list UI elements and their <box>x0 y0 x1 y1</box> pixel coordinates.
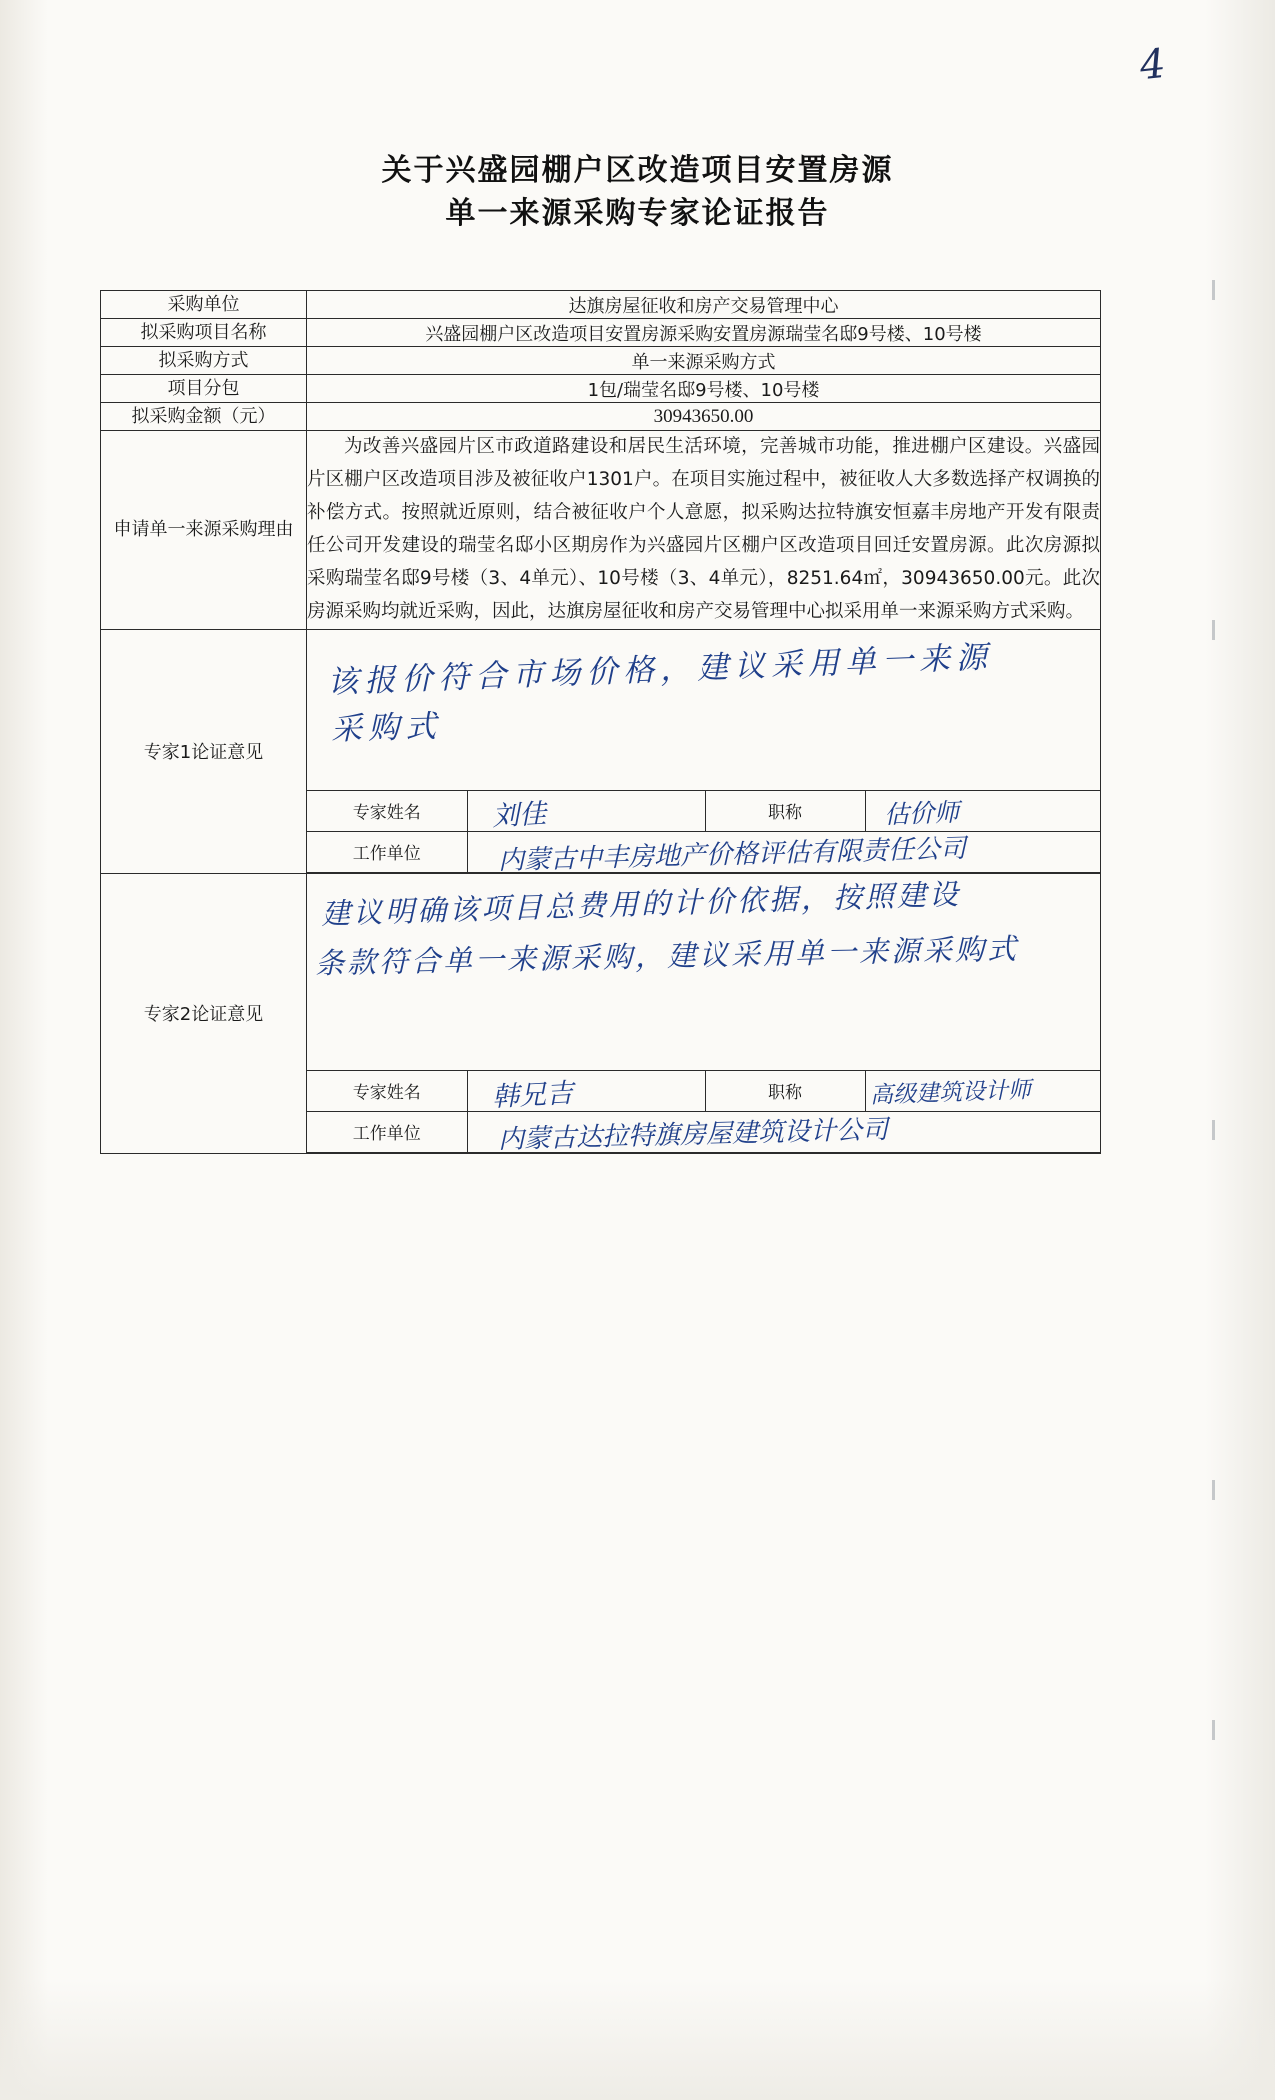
row-value: 达旗房屋征收和房产交易管理中心 <box>307 291 1101 319</box>
reason-paragraph: 为改善兴盛园片区市政道路建设和居民生活环境，完善城市功能，推进棚户区建设。兴盛园片区棚户区改造项目涉及被征收户1301户。在项目实施过程中，被征收人大多数选择产权调换的补偿方式。按照就近原则，结合被征收户个人意愿，拟采购达拉特旗安恒嘉丰房地产开发有限责任公司开发建设的瑞莹名邸小区期房作为兴盛园片区棚户区改造项目回迁安置房源。此次房源拟采购瑞莹名邸9号楼（3、4单元）、10号楼（3、4单元），8251.64㎡，30943650.00元。此次房源采购均就近采购，因此，达旗房屋征收和房产交易管理中心拟采用单一来源采购方式采购。 <box>307 436 1100 622</box>
expert-1-content <box>307 629 1101 876</box>
expert-2-unit-value-cell <box>467 1111 1101 1155</box>
expert-1-opinion-line-2: 采购式 <box>330 708 443 747</box>
table-row-amount <box>101 403 1101 431</box>
scan-edge-shadow-right <box>1205 0 1275 2100</box>
expert-1-title-value: 估价师 <box>883 797 960 829</box>
binder-mark <box>1212 1120 1215 1140</box>
expert-2-title-value: 高级建筑设计师 <box>869 1076 1031 1109</box>
expert-1-unit-label: 工作单位 <box>307 831 467 872</box>
table-row-reason <box>101 431 1101 630</box>
row-label: 采购单位 <box>101 291 307 319</box>
reason-label: 申请单一来源采购理由 <box>101 431 307 630</box>
scan-edge-shadow-bottom <box>0 1980 1275 2100</box>
expert-1-name-label: 专家姓名 <box>307 790 467 831</box>
expert-1-label: 专家1论证意见 <box>101 629 307 873</box>
binder-mark <box>1212 1480 1215 1500</box>
row-label: 拟采购项目名称 <box>101 319 307 347</box>
expert-2-unit-label: 工作单位 <box>307 1111 467 1152</box>
expert-2-content <box>307 873 1101 1153</box>
expert-2-unit-row <box>307 1111 1101 1152</box>
expert-2-title-label: 职称 <box>705 1070 865 1111</box>
row-value: 30943650.00 <box>307 403 1101 431</box>
row-label: 拟采购方式 <box>101 347 307 375</box>
expert-2-title-value-cell <box>865 1070 1101 1111</box>
row-value: 兴盛园棚户区改造项目安置房源采购安置房源瑞莹名邸9号楼、10号楼 <box>307 319 1101 347</box>
table-row-expert-2 <box>101 873 1101 1153</box>
expert-1-opinion-line-1: 该报价符合市场价格，建议采用单一来源 <box>326 638 994 701</box>
binder-mark <box>1212 280 1215 300</box>
expert-1-detail-table <box>307 790 1101 876</box>
expert-1-unit-value: 内蒙古中丰房地产价格评估有限责任公司 <box>497 833 966 876</box>
expert-2-unit-value: 内蒙古达拉特旗房屋建筑设计公司 <box>497 1114 888 1155</box>
expert-2-label: 专家2论证意见 <box>101 873 307 1153</box>
title-line-1: 关于兴盛园棚户区改造项目安置房源 <box>381 153 894 188</box>
scan-edge-shadow-left <box>0 0 48 2100</box>
expert-2-detail-table <box>307 1070 1101 1153</box>
row-label: 项目分包 <box>101 375 307 403</box>
row-value: 单一来源采购方式 <box>307 347 1101 375</box>
table-row-purchaser <box>101 291 1101 319</box>
expert-1-name-row <box>307 790 1101 831</box>
expert-1-name-value: 刘佳 <box>490 798 547 832</box>
row-value: 1包/瑞莹名邸9号楼、10号楼 <box>307 375 1101 403</box>
expert-1-title-value-cell <box>865 790 1101 831</box>
table-row-project-name <box>101 319 1101 347</box>
expert-2-name-value: 韩兄吉 <box>490 1077 574 1113</box>
binder-mark <box>1212 1720 1215 1740</box>
table-row-package <box>101 375 1101 403</box>
expert-1-name-value-cell <box>467 790 705 831</box>
expert-2-opinion-area <box>307 874 1100 1070</box>
expert-2-opinion-line-1: 建议明确该项目总费用的计价依据，按照建设 <box>320 876 962 931</box>
handwritten-page-number: 4 <box>1137 40 1168 90</box>
table-row-expert-1 <box>101 629 1101 873</box>
expert-2-opinion-line-2: 条款符合单一来源采购，建议采用单一来源采购式 <box>314 931 1020 980</box>
expert-1-unit-value-cell <box>467 831 1101 876</box>
reason-text <box>307 431 1101 630</box>
binder-mark <box>1212 620 1215 640</box>
row-label: 拟采购金额（元） <box>101 403 307 431</box>
expert-1-unit-row <box>307 831 1101 872</box>
expert-2-name-value-cell <box>467 1070 705 1111</box>
expert-2-name-label: 专家姓名 <box>307 1070 467 1111</box>
expert-1-title-label: 职称 <box>705 790 865 831</box>
document-title <box>0 150 1275 235</box>
title-line-2: 单一来源采购专家论证报告 <box>445 195 830 231</box>
procurement-form-table <box>100 290 1101 1154</box>
expert-2-name-row <box>307 1070 1101 1111</box>
expert-1-opinion-area <box>307 630 1100 790</box>
table-row-procurement-method <box>101 347 1101 375</box>
